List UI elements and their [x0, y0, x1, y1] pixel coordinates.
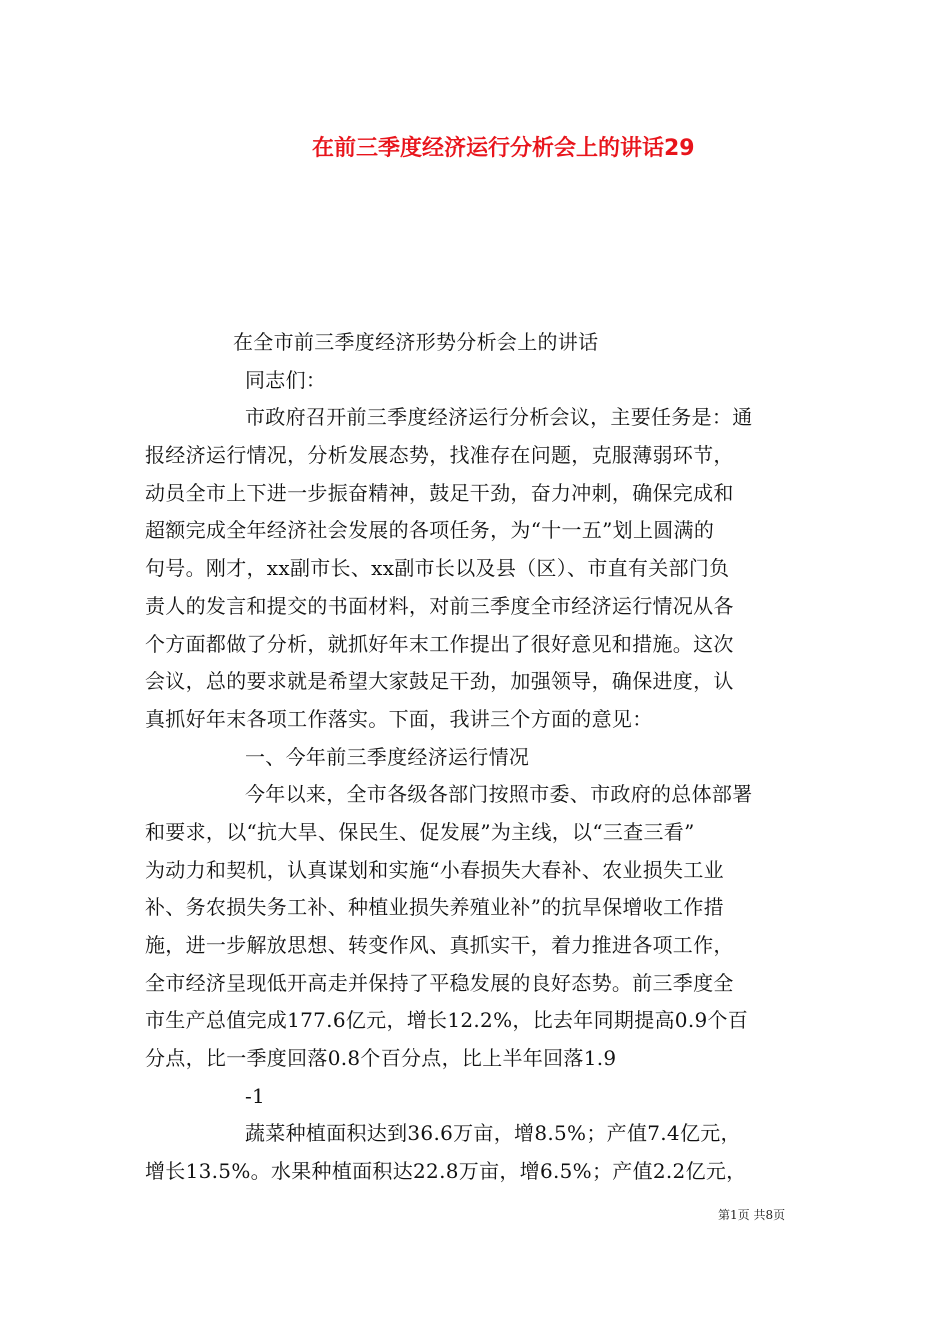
paragraph-line: 分点，比一季度回落0.8个百分点，比上半年回落1.9: [145, 1046, 617, 1071]
paragraph-line: 蔬菜种植面积达到36.6万亩，增8.5%；产值7.4亿元，: [245, 1121, 741, 1146]
paragraph-line: 今年以来，全市各级各部门按照市委、市政府的总体部署: [245, 782, 753, 807]
paragraph-line: 个方面都做了分析，就抓好年末工作提出了很好意见和措施。这次: [145, 631, 734, 656]
paragraph-line: 施，进一步解放思想、转变作风、真抓实干，着力推进各项工作，: [145, 933, 734, 957]
section-heading: 一、今年前三季度经济运行情况: [245, 744, 530, 769]
paragraph-line: 动员全市上下进一步振奋精神，鼓足干劲，奋力冲刺，确保完成和: [145, 480, 734, 505]
page-number: 第1页 共8页: [718, 1208, 786, 1222]
document-title: 在前三季度经济运行分析会上的讲话29: [312, 136, 695, 161]
speech-heading: 在全市前三季度经济形势分析会上的讲话: [233, 330, 599, 354]
paragraph-line: 为动力和契机，认真谋划和实施“小春损失大春补、农业损失工业: [145, 857, 724, 882]
paragraph-line: 责人的发言和提交的书面材料，对前三季度全市经济运行情况从各: [145, 593, 734, 618]
paragraph-line: 全市经济呈现低开高走并保持了平稳发展的良好态势。前三季度全: [145, 970, 734, 995]
paragraph-line: 报经济运行情况，分析发展态势，找准存在问题，克服薄弱环节，: [145, 443, 734, 468]
page-break-marker: -1: [245, 1083, 266, 1108]
paragraph-line: 市生产总值完成177.6亿元，增长12.2%，比去年同期提高0.9个百: [145, 1008, 749, 1033]
salutation: 同志们：: [245, 367, 327, 392]
paragraph-line: 和要求，以“抗大旱、保民生、促发展”为主线，以“三查三看”: [145, 819, 695, 844]
document-body: [145, 324, 809, 1191]
paragraph-line: 会议，总的要求就是希望大家鼓足干劲，加强领导，确保进度，认: [145, 669, 734, 694]
paragraph-line: 超额完成全年经济社会发展的各项任务，为“十一五”划上圆满的: [145, 518, 715, 543]
paragraph-line: 补、务农损失务工补、种植业损失养殖业补”的抗旱保增收工作措: [145, 895, 724, 920]
paragraph-line: 真抓好年末各项工作落实。下面，我讲三个方面的意见：: [145, 706, 653, 731]
paragraph-line: 市政府召开前三季度经济运行分析会议，主要任务是：通: [245, 405, 753, 430]
paragraph-line: 句号。刚才，xx副市长、xx副市长以及县（区）、市直有关部门负: [145, 556, 730, 581]
paragraph-line: 增长13.5%。水果种植面积达22.8万亩，增6.5%；产值2.2亿元，: [145, 1159, 747, 1184]
